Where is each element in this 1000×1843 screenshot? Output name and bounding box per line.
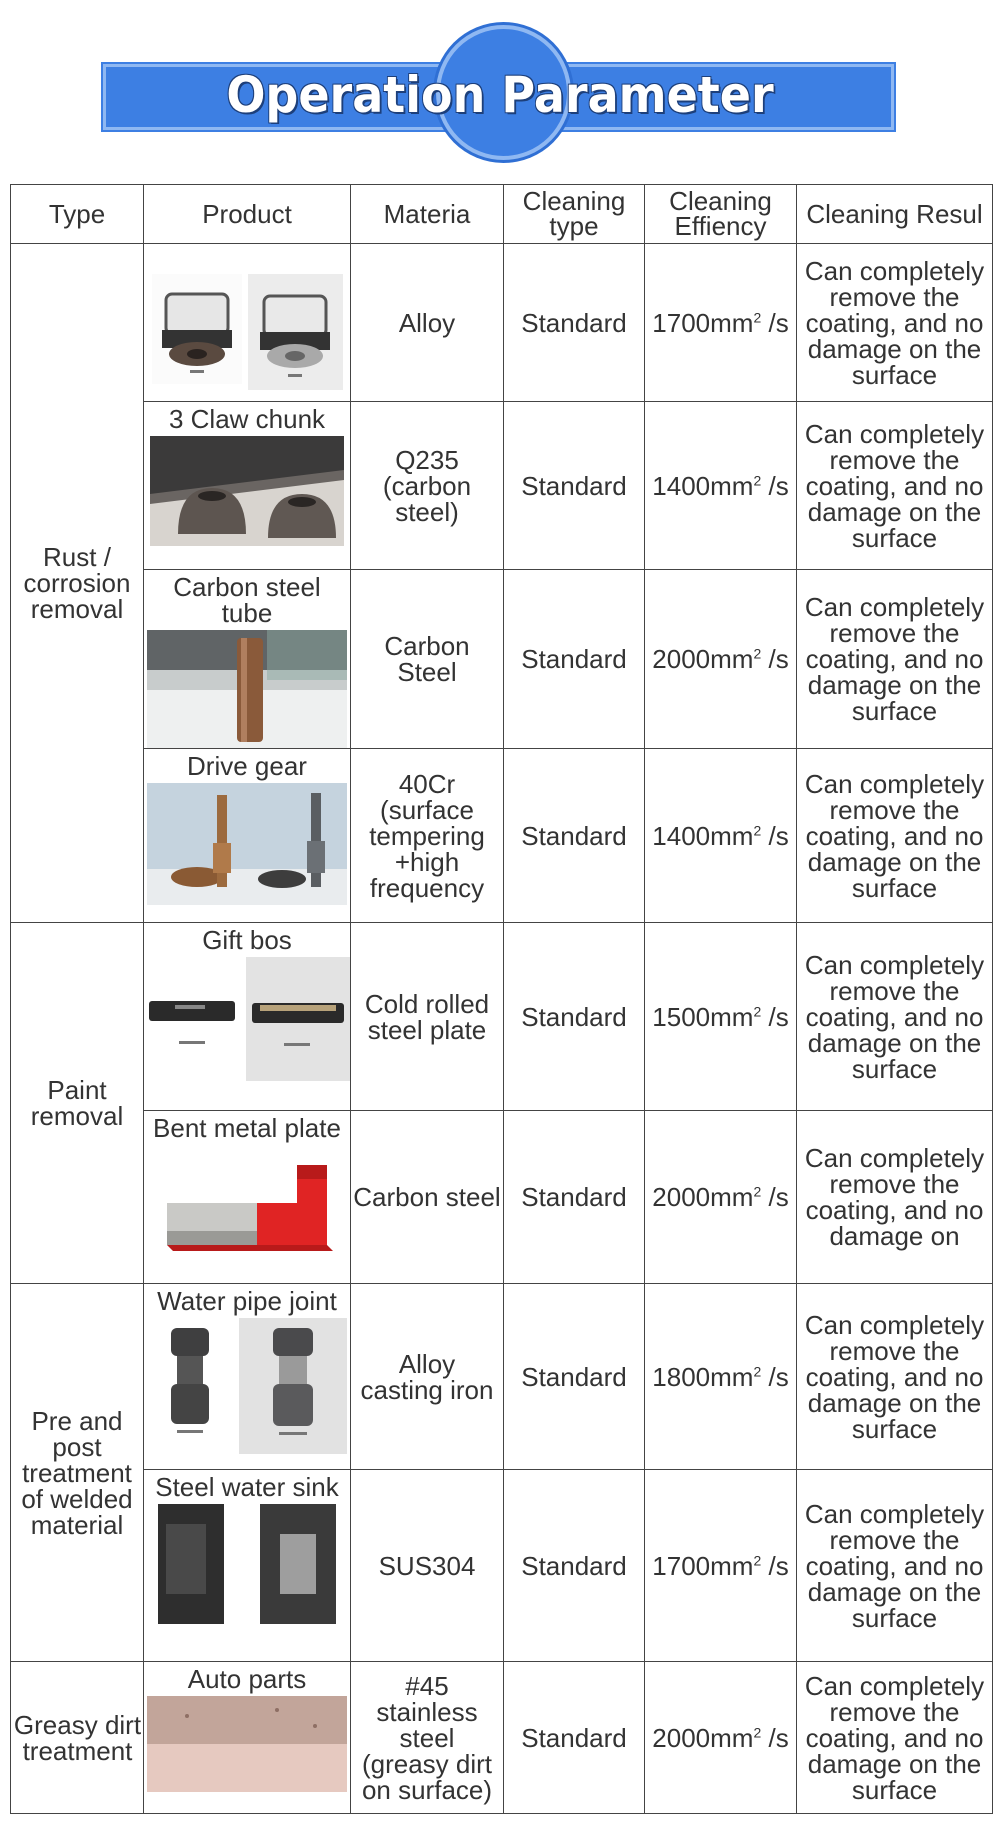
type-cell bbox=[11, 244, 144, 923]
product-label: Carbon steel tube bbox=[173, 572, 321, 628]
column-header-material: Materia bbox=[351, 185, 504, 244]
type-cell bbox=[11, 923, 144, 1284]
material-cell: Alloy casting iron bbox=[351, 1284, 504, 1470]
cleaning-type-cell: Standard bbox=[504, 1111, 645, 1284]
material-cell: #45 stainless steel (greasy dirt on surface) bbox=[351, 1662, 504, 1814]
cleaning-type-cell: Standard bbox=[504, 749, 645, 923]
column-header-cleaning-result: Cleaning Resul bbox=[797, 185, 993, 244]
table-row bbox=[11, 1470, 993, 1662]
pipe-joint-after-photo bbox=[239, 1318, 347, 1454]
product-label: 3 Claw chunk bbox=[168, 404, 326, 434]
cleaning-type-cell: Standard bbox=[504, 570, 645, 749]
cleaning-type-cell: Standard bbox=[504, 923, 645, 1111]
table-row bbox=[11, 1111, 993, 1284]
product-cell bbox=[144, 1111, 351, 1284]
cleaning-type-cell: Standard bbox=[504, 1470, 645, 1662]
column-header-product: Product bbox=[144, 185, 351, 244]
product-cell bbox=[144, 923, 351, 1111]
material-cell: 40Cr (surface tempering +high frequency bbox=[351, 749, 504, 923]
result-cell: Can completely remove the coating, and no damage on bbox=[797, 1111, 993, 1284]
table-row bbox=[11, 402, 993, 570]
column-header-type: Type bbox=[11, 185, 144, 244]
cleaning-type-cell: Standard bbox=[504, 1662, 645, 1814]
sink-before-photo bbox=[158, 1504, 224, 1624]
product-cell bbox=[144, 1470, 351, 1662]
type-cell bbox=[11, 1284, 144, 1662]
efficiency-cell: $2000mm^2$ /s bbox=[645, 1662, 797, 1814]
product-cell bbox=[144, 749, 351, 923]
material-cell: SUS304 bbox=[351, 1470, 504, 1662]
product-label: Auto parts bbox=[187, 1664, 307, 1694]
result-cell: Can completely remove the coating, and no damage on the surface bbox=[797, 1470, 993, 1662]
product-label: Steel water sink bbox=[155, 1472, 339, 1502]
efficiency-cell: $1700mm^2$ /s bbox=[645, 244, 797, 402]
chuck-before-photo bbox=[152, 274, 242, 384]
sink-after-photo bbox=[260, 1504, 336, 1624]
table-row bbox=[11, 749, 993, 923]
cleaning-type-cell: Standard bbox=[504, 1284, 645, 1470]
table-header-row bbox=[11, 185, 993, 244]
gift-box-before-photo bbox=[145, 957, 240, 1075]
column-header-cleaning-type: Cleaning type bbox=[504, 185, 645, 244]
table-row bbox=[11, 1662, 993, 1814]
product-cell bbox=[144, 402, 351, 570]
efficiency-cell: $2000mm^2$ /s bbox=[645, 1111, 797, 1284]
material-cell: Cold rolled steel plate bbox=[351, 923, 504, 1111]
auto-parts-photo bbox=[147, 1696, 347, 1792]
material-cell: Q235 (carbon steel) bbox=[351, 402, 504, 570]
product-label: Water pipe joint bbox=[157, 1286, 337, 1316]
bent-plate-photo bbox=[147, 1145, 347, 1281]
drive-gear-photo bbox=[147, 783, 347, 905]
result-cell: Can completely remove the coating, and no damage on the surface bbox=[797, 244, 993, 402]
product-cell bbox=[144, 1662, 351, 1814]
efficiency-cell: $1800mm^2$ /s bbox=[645, 1284, 797, 1470]
table-row bbox=[11, 570, 993, 749]
result-cell: Can completely remove the coating, and no damage on the surface bbox=[797, 1662, 993, 1814]
steel-bowls-photo bbox=[150, 436, 344, 546]
steel-tube-photo bbox=[147, 630, 347, 748]
result-cell: Can completely remove the coating, and no damage on the surface bbox=[797, 402, 993, 570]
chuck-after-photo bbox=[248, 274, 343, 390]
table-row bbox=[11, 923, 993, 1111]
product-cell bbox=[144, 244, 351, 402]
column-header-cleaning-efficiency: Cleaning Effiency bbox=[645, 185, 797, 244]
table-row bbox=[11, 244, 993, 402]
type-cell bbox=[11, 1662, 144, 1814]
type-label: Greasy dirt treatment bbox=[13, 1709, 142, 1766]
efficiency-cell: $1400mm^2$ /s bbox=[645, 749, 797, 923]
result-cell: Can completely remove the coating, and no damage on the surface bbox=[797, 570, 993, 749]
product-cell bbox=[144, 1284, 351, 1470]
result-cell: Can completely remove the coating, and no damage on the surface bbox=[797, 923, 993, 1111]
material-cell: Alloy bbox=[351, 244, 504, 402]
cleaning-type-cell: Standard bbox=[504, 244, 645, 402]
product-label: Bent metal plate bbox=[153, 1113, 341, 1143]
type-label: Pre and post treatment of welded material bbox=[21, 1405, 133, 1540]
efficiency-cell: $1400mm^2$ /s bbox=[645, 402, 797, 570]
material-cell: Carbon Steel bbox=[351, 570, 504, 749]
material-cell: Carbon steel bbox=[351, 1111, 504, 1284]
table-row bbox=[11, 1284, 993, 1470]
result-cell: Can completely remove the coating, and no damage on the surface bbox=[797, 749, 993, 923]
type-label: Paint removal bbox=[30, 1075, 124, 1131]
efficiency-cell: $1700mm^2$ /s bbox=[645, 1470, 797, 1662]
operation-parameter-table bbox=[10, 184, 993, 1814]
pipe-joint-before-photo bbox=[147, 1318, 233, 1452]
result-cell: Can completely remove the coating, and no damage on the surface bbox=[797, 1284, 993, 1470]
cleaning-type-cell: Standard bbox=[504, 402, 645, 570]
type-label: Rust / corrosion removal bbox=[23, 542, 131, 624]
efficiency-cell: $2000mm^2$ /s bbox=[645, 570, 797, 749]
page-title: Operation Parameter bbox=[226, 66, 774, 124]
gift-box-after-photo bbox=[246, 957, 350, 1081]
product-label: Drive gear bbox=[187, 751, 307, 781]
product-label: Gift bos bbox=[202, 925, 292, 955]
product-cell bbox=[144, 570, 351, 749]
efficiency-cell: $1500mm^2$ /s bbox=[645, 923, 797, 1111]
